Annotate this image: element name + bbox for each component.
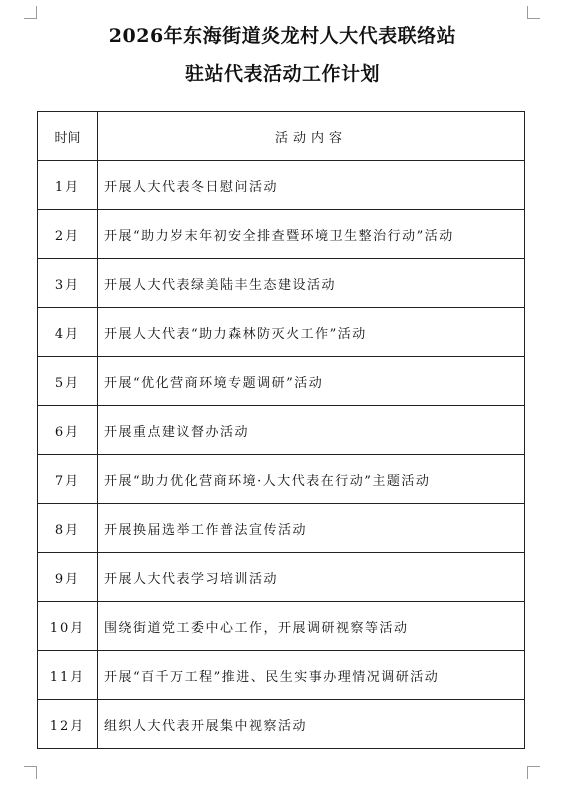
row-month: 8月 <box>38 504 98 553</box>
row-month: 2月 <box>38 210 98 259</box>
row-month: 9月 <box>38 553 98 602</box>
document-title-line-2: 驻站代表活动工作计划 <box>184 63 380 85</box>
header-activity-content: 活动内容 <box>98 112 525 161</box>
crop-mark-top-left <box>24 6 37 19</box>
row-month: 3月 <box>38 259 98 308</box>
table-row <box>38 406 525 455</box>
table-row <box>38 455 525 504</box>
table-row <box>38 602 525 651</box>
row-month: 5月 <box>38 357 98 406</box>
row-month: 12月 <box>38 700 98 749</box>
row-activity: 开展人大代表冬日慰问活动 <box>98 161 525 210</box>
row-month: 11月 <box>38 651 98 700</box>
row-activity: 围绕街道党工委中心工作，开展调研视察等活动 <box>98 602 525 651</box>
header-time: 时间 <box>38 112 98 161</box>
row-activity: 开展“优化营商环境专题调研”活动 <box>98 357 525 406</box>
row-month: 1月 <box>38 161 98 210</box>
crop-mark-bottom-left <box>24 766 37 779</box>
row-activity: 开展人大代表学习培训活动 <box>98 553 525 602</box>
table-row <box>38 700 525 749</box>
row-month: 4月 <box>38 308 98 357</box>
row-month: 10月 <box>38 602 98 651</box>
row-activity: 开展“助力优化营商环境·人大代表在行动”主题活动 <box>98 455 525 504</box>
row-activity: 开展换届选举工作普法宣传活动 <box>98 504 525 553</box>
table-row <box>38 259 525 308</box>
row-activity: 开展“助力岁末年初安全排查暨环境卫生整治行动”活动 <box>98 210 525 259</box>
row-activity: 组织人大代表开展集中视察活动 <box>98 700 525 749</box>
row-month: 6月 <box>38 406 98 455</box>
table-row <box>38 357 525 406</box>
crop-mark-bottom-right <box>527 766 540 779</box>
table-header-row <box>38 112 525 161</box>
table-row <box>38 210 525 259</box>
table-row <box>38 651 525 700</box>
row-activity: 开展“百千万工程”推进、民生实事办理情况调研活动 <box>98 651 525 700</box>
table-row <box>38 553 525 602</box>
table-row <box>38 308 525 357</box>
row-month: 7月 <box>38 455 98 504</box>
crop-mark-top-right <box>527 6 540 19</box>
activity-plan-table <box>37 111 525 749</box>
document-title-line-1: 2026年东海街道炎龙村人大代表联络站 <box>108 25 457 47</box>
row-activity: 开展人大代表“助力森林防灭火工作”活动 <box>98 308 525 357</box>
table-body <box>38 161 525 749</box>
row-activity: 开展重点建议督办活动 <box>98 406 525 455</box>
table-row <box>38 504 525 553</box>
row-activity: 开展人大代表绿美陆丰生态建设活动 <box>98 259 525 308</box>
table-row <box>38 161 525 210</box>
